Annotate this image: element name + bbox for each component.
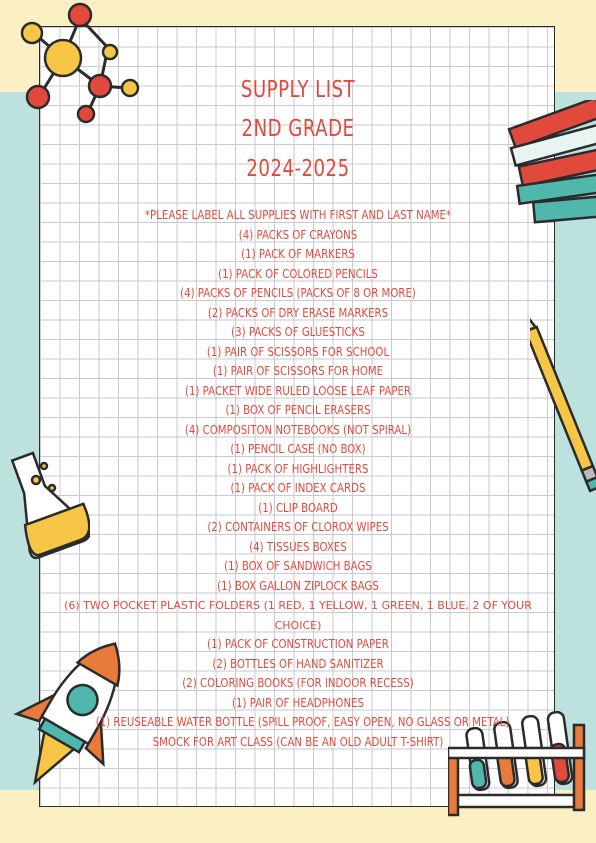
list-item: (1) BOX GALLON ZIPLOCK BAGS [217,578,379,593]
list-item: (1) PACK OF CONSTRUCTION PAPER [207,637,389,651]
list-item: (2) CONTAINERS OF CLOROX WIPES [207,520,389,534]
list-item: (1) BOX OF SANDWICH BAGS [224,559,372,573]
title-line-2: 2ND GRADE [241,116,355,142]
list-item: (1) PACK OF HIGHLIGHTERS [227,461,369,476]
list-item: (4) TISSUES BOXES [249,539,347,554]
list-item: (1) PENCIL CASE (NO BOX) [230,442,366,456]
title-line-3: 2024-2025 [246,156,350,182]
pencil-icon [530,318,596,498]
list-item: SMOCK FOR ART CLASS (CAN BE AN OLD ADULT T-SHIRT) [152,734,444,749]
list-item: (3) PACKS OF GLUESTICKS [231,325,365,339]
list-item: (1) BOX OF PENCIL ERASERS [225,403,371,417]
list-item: (1) PACK OF COLORED PENCILS [218,266,378,281]
list-item: (2) BOTTLES OF HAND SANITIZER [212,656,384,671]
list-item: (1) PACK OF INDEX CARDS [230,481,366,495]
list-item: (2) PACKS OF DRY ERASE MARKERS [207,305,389,320]
title-line-1: SUPPLY LIST [240,77,356,103]
list-item: (4) PACKS OF PENCILS (PACKS OF 8 OR MORE) [180,286,416,300]
list-item: (4) PACKS OF CRAYONS [238,227,358,242]
supply-list [60,206,536,752]
list-item: (1) PAIR OF SCISSORS FOR SCHOOL [206,344,390,359]
list-note: *PLEASE LABEL ALL SUPPLIES WITH FIRST AND LAST NAME* [144,208,452,222]
list-item: (1) PACK OF MARKERS [241,247,355,261]
list-item: (2) COLORING BOOKS (FOR INDOOR RECESS) [182,676,414,690]
list-item: (4) COMPOSITON NOTEBOOKS (NOT SPIRAL) [184,422,412,437]
list-item: (1) PACKET WIDE RULED LOOSE LEAF PAPER [184,383,412,398]
list-item: (1) PAIR OF HEADPHONES [232,695,364,710]
list-item: (1) REUSEABLE WATER BOTTLE (SPILL PROOF, EASY OPEN, NO GLASS OR METAL) [95,715,510,729]
molecule-icon [8,0,148,125]
list-item: (1) CLIP BOARD [258,500,338,515]
list-item: (6) TWO POCKET PLASTIC FOLDERS (1 RED, 1 YELLOW, 1 GREEN, 1 BLUE, 2 OF YOUR CHOICE) [64,599,532,632]
list-item: (1) PAIR OF SCISSORS FOR HOME [212,364,384,378]
